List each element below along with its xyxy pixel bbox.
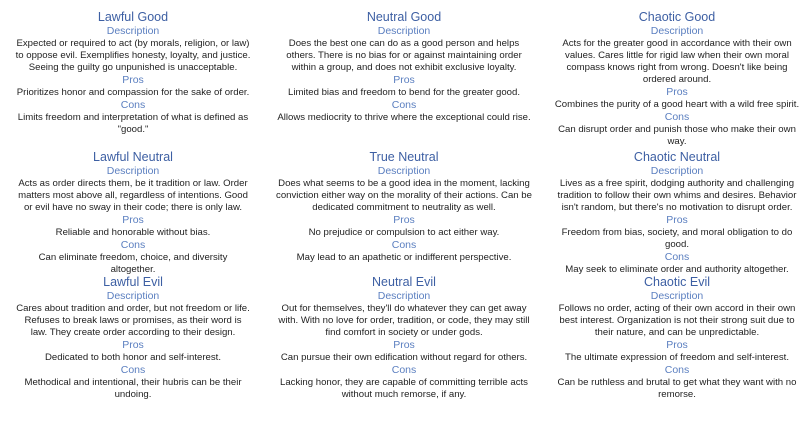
pros-heading: Pros — [666, 86, 688, 98]
cons-text: Lacking honor, they are capable of committing terrible acts without much remorse, if any. — [280, 377, 528, 400]
description-heading: Description — [106, 165, 160, 177]
description-heading: Description — [106, 290, 160, 302]
alignment-card-chaotic-good — [542, 0, 812, 147]
pros-heading: Pros — [393, 74, 415, 86]
cons-text: Limits freedom and interpretation of what is defined as "good." — [17, 112, 249, 135]
cons-text: May seek to eliminate order and authority altogether. — [565, 264, 789, 275]
alignment-card-neutral-evil — [266, 265, 542, 424]
cons-heading: Cons — [664, 251, 690, 263]
description-heading: Description — [650, 25, 704, 37]
alignment-card-true-neutral — [266, 140, 542, 265]
alignment-title: Lawful Good — [97, 10, 169, 24]
description-heading: Description — [377, 290, 431, 302]
pros-text: Dedicated to both honor and self-interest. — [45, 352, 221, 363]
pros-text: Reliable and honorable without bias. — [55, 227, 211, 238]
pros-text: Combines the purity of a good heart with a wild free spirit. — [554, 99, 800, 110]
description-heading: Description — [650, 290, 704, 302]
alignment-card-lawful-evil — [0, 265, 266, 424]
cons-heading: Cons — [120, 364, 146, 376]
description-heading: Description — [106, 25, 160, 37]
cons-text: May lead to an apathetic or indifferent perspective. — [296, 252, 512, 263]
alignment-title: Neutral Good — [366, 10, 442, 24]
description-text: Cares about tradition and order, but not freedom or life. Refuses to break laws or promises, as their word is law. They create order according to their design. — [16, 303, 250, 338]
pros-heading: Pros — [393, 214, 415, 226]
cons-text: Can disrupt order and punish those who make their own way. — [558, 124, 796, 147]
description-text: Lives as a free spirit, dodging authority and challenging tradition to follow their own whims and desires. Behavior isn't random, but there's no motivation to disrupt order. — [557, 178, 797, 213]
cons-heading: Cons — [120, 239, 146, 251]
description-heading: Description — [650, 165, 704, 177]
description-text: Acts for the greater good in accordance with their own values. Cares little for rigid law when their own moral compass knows right from wrong. Doesn't like being ordered around. — [562, 38, 792, 85]
cons-heading: Cons — [120, 99, 146, 111]
alignment-title: Chaotic Neutral — [633, 150, 721, 164]
alignment-card-neutral-good — [266, 0, 542, 140]
cons-text: Methodical and intentional, their hubris can be their undoing. — [24, 377, 242, 400]
cons-heading: Cons — [391, 99, 417, 111]
pros-text: Can pursue their own edification without regard for others. — [280, 352, 528, 363]
description-text: Expected or required to act (by morals, religion, or law) to oppose evil. Exemplifies honesty, loyalty, and justice. Seeing the guilty go unpunished is unacceptable. — [15, 38, 251, 73]
description-text: Follows no order, acting of their own accord in their own best interest. Organization is not their strong suit due to their nature, and can be unpredictable. — [558, 303, 796, 338]
cons-heading: Cons — [391, 364, 417, 376]
pros-text: Freedom from bias, society, and moral obligation to do good. — [561, 227, 793, 250]
pros-text: No prejudice or compulsion to act either way. — [308, 227, 500, 238]
description-heading: Description — [377, 25, 431, 37]
cons-heading: Cons — [664, 364, 690, 376]
alignment-title: Lawful Neutral — [93, 150, 173, 164]
description-text: Does what seems to be a good idea in the moment, lacking conviction either way on the morality of their actions. Can be dedicated commitment to neutrality as well. — [276, 178, 532, 213]
pros-heading: Pros — [122, 214, 144, 226]
pros-heading: Pros — [666, 339, 688, 351]
description-heading: Description — [377, 165, 431, 177]
description-text: Does the best one can do as a good person and helps others. There is no bias for or against maintaining order within a group, and does not exhibit exclusive loyalty. — [286, 38, 522, 73]
pros-text: Limited bias and freedom to bend for the greater good. — [288, 87, 520, 98]
description-text: Out for themselves, they'll do whatever they can get away with. With no love for order, tradition, or code, they may still find comfort in society or under gods. — [278, 303, 530, 338]
pros-text: The ultimate expression of freedom and self-interest. — [565, 352, 789, 363]
pros-heading: Pros — [122, 74, 144, 86]
description-text: Acts as order directs them, be it tradition or law. Order matters most above all, regardless of intentions. Good or evil have no sway in their code; there is only law. — [18, 178, 248, 213]
pros-heading: Pros — [666, 214, 688, 226]
pros-heading: Pros — [122, 339, 144, 351]
alignment-card-lawful-neutral — [0, 140, 266, 275]
alignment-title: Lawful Evil — [103, 275, 163, 289]
alignment-title: Chaotic Evil — [644, 275, 710, 289]
alignment-card-lawful-good — [0, 0, 266, 140]
alignment-title: Chaotic Good — [638, 10, 716, 24]
alignment-title: Neutral Evil — [372, 275, 436, 289]
cons-heading: Cons — [391, 239, 417, 251]
cons-text: Can eliminate freedom, choice, and diversity altogether. — [38, 252, 228, 275]
alignment-title: True Neutral — [369, 150, 439, 164]
pros-heading: Pros — [393, 339, 415, 351]
cons-heading: Cons — [664, 111, 690, 123]
cons-text: Allows mediocrity to thrive where the exceptional could rise. — [277, 112, 531, 123]
pros-text: Prioritizes honor and compassion for the sake of order. — [16, 87, 250, 98]
alignment-card-chaotic-evil — [542, 265, 812, 424]
cons-text: Can be ruthless and brutal to get what they want with no remorse. — [557, 377, 797, 400]
alignment-card-chaotic-neutral — [542, 140, 812, 275]
